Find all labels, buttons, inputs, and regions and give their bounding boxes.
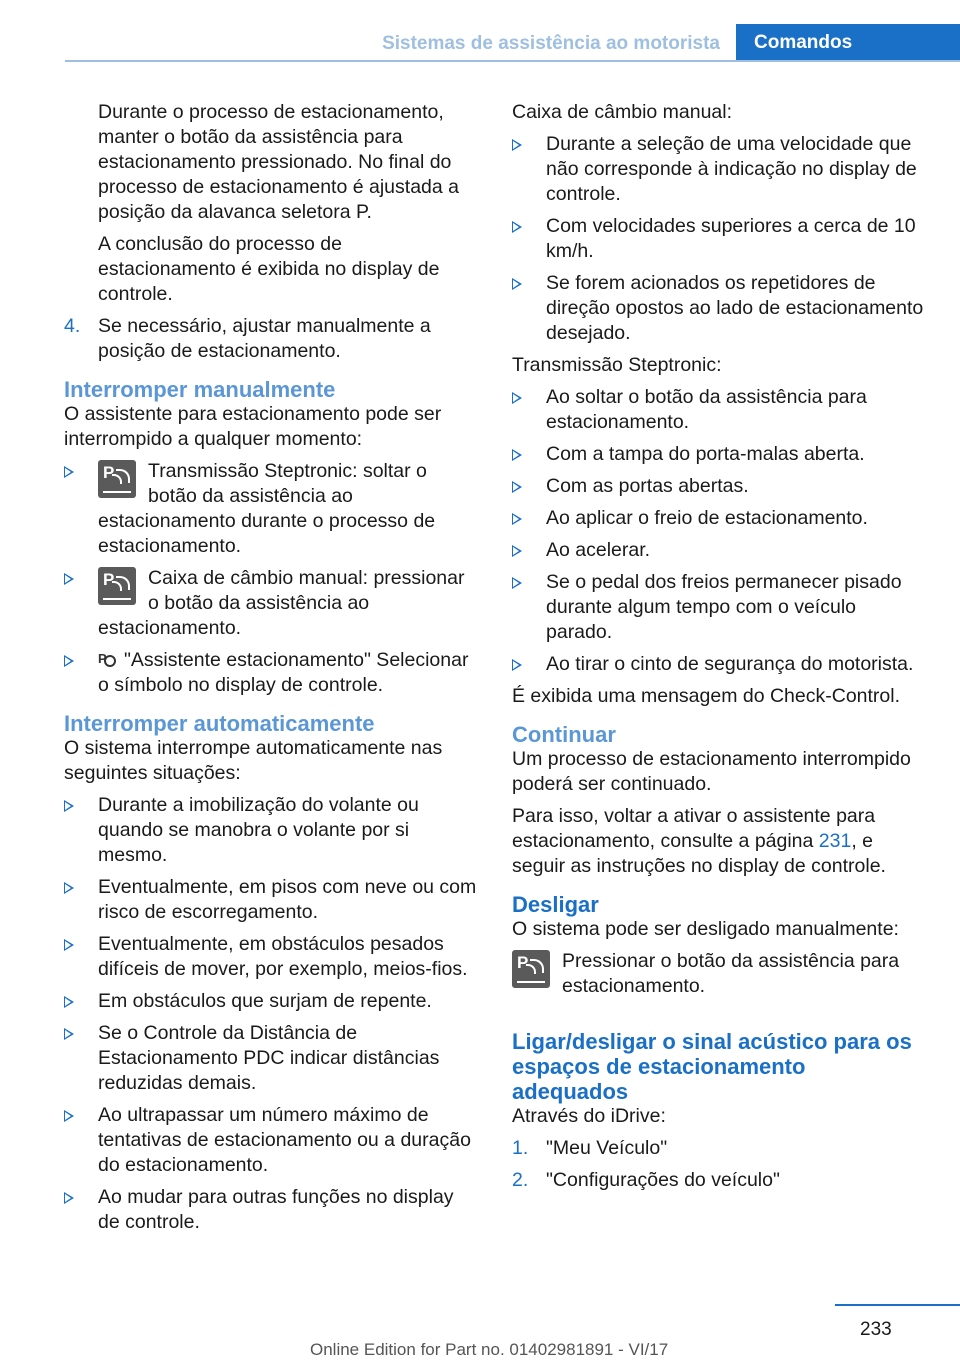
triangle-bullet-icon (64, 996, 74, 1008)
heading-interromper-manualmente: Interromper manualmente (64, 377, 336, 402)
triangle-bullet-icon (64, 1028, 74, 1040)
triangle-bullet-icon (512, 545, 522, 557)
triangle-bullet-icon (512, 481, 522, 493)
triangle-bullet-icon (64, 466, 74, 478)
paragraph: Caixa de câmbio manual: (512, 101, 733, 123)
chapter-tab: Comandos (736, 24, 960, 62)
section-title: Sistemas de assistência ao motorista (382, 33, 720, 54)
list-item-text: Ao mudar para outras funções no display de controle. (98, 1186, 454, 1233)
off-action (512, 949, 926, 999)
list-item-text: Ao aplicar o freio de estacionamento. (546, 507, 868, 529)
paragraph: Transmissão Steptronic: (512, 354, 722, 376)
step-text: "Meu Veículo" (546, 1137, 668, 1159)
step-list (64, 314, 478, 364)
parking-assistant-button-icon: P (512, 950, 550, 988)
list-item-text: Com as portas abertas. (546, 475, 749, 497)
list-item (512, 570, 926, 645)
parking-assistant-symbol-icon: P (98, 649, 118, 669)
paragraph: Através do iDrive: (512, 1105, 666, 1127)
list-item-text: Em obstáculos que surjam de repente. (98, 990, 432, 1012)
triangle-bullet-icon (64, 655, 74, 667)
list-item (64, 1021, 478, 1096)
step-number: 4. (64, 315, 81, 337)
triangle-bullet-icon (64, 939, 74, 951)
triangle-bullet-icon (512, 278, 522, 290)
list-item (64, 1185, 478, 1235)
triangle-bullet-icon (64, 882, 74, 894)
list-item-text: Com velocidades superiores a cerca de 10 km/h. (546, 215, 916, 262)
list-item (512, 442, 926, 467)
heading-interromper-automaticamente: Interromper automaticamente (64, 711, 375, 736)
step-number: 2. (512, 1169, 529, 1191)
step-number: 1. (512, 1137, 529, 1159)
heading-desligar: Desligar (512, 892, 599, 917)
manual-interrupt-list (64, 459, 478, 698)
list-item (512, 538, 926, 563)
steptronic-list (512, 385, 926, 677)
list-item (512, 1168, 926, 1193)
paragraph: Durante o processo de estacionamento, manter o botão da assistência para estacionamento pressionado. No final do processo de estacionamento é ajustada a posição da alavanca seletora P. (98, 101, 459, 223)
list-item-text: Se o Controle da Distância de Estacionamento PDC indicar distâncias reduzidas demais. (98, 1022, 440, 1094)
paragraph: É exibida uma mensagem do Check-Control. (512, 685, 901, 707)
list-item-text: Ao soltar o botão da assistência para estacionamento. (546, 386, 867, 433)
list-item-text: Durante a imobilização do volante ou quando se manobra o volante por si mesmo. (98, 794, 419, 866)
parking-assistant-button-icon: P (98, 567, 136, 605)
list-item-text: Transmissão Steptronic: soltar o botão da assistência ao estacionamento durante o processo de estacionamento. (98, 460, 436, 557)
page-header (0, 0, 960, 62)
paragraph-text: Para isso, voltar a ativar o assistente para estacionamento, consulte a página (512, 805, 876, 852)
list-item (512, 506, 926, 531)
paragraph: Um processo de estacionamento interrompido poderá ser continuado. (512, 748, 911, 795)
triangle-bullet-icon (64, 800, 74, 812)
auto-interrupt-list (64, 793, 478, 1235)
step-text: "Configurações do veículo" (546, 1169, 780, 1191)
paragraph-text: , e seguir as instruções no display de controle. (512, 830, 886, 877)
off-action-text: Pressionar o botão da assistência para estacionamento. (562, 950, 900, 997)
triangle-bullet-icon (512, 577, 522, 589)
triangle-bullet-icon (512, 221, 522, 233)
list-item (64, 1103, 478, 1178)
list-item-text: Durante a seleção de uma velocidade que não corresponde à indicação no display de controle. (546, 133, 917, 205)
idrive-step-list (512, 1136, 926, 1193)
heading-continuar: Continuar (512, 722, 616, 747)
page-number: 233 (860, 1319, 892, 1340)
paragraph: O assistente para estacionamento pode ser interrompido a qualquer momento: (64, 403, 442, 450)
list-item (64, 932, 478, 982)
list-item-text: "Assistente estacionamento" Selecionar o símbolo no display de controle. (98, 649, 469, 696)
list-item-text: Ao acelerar. (546, 539, 651, 561)
triangle-bullet-icon (64, 1110, 74, 1122)
list-item-text: Ao ultrapassar um número máximo de tentativas de estacionamento ou a duração do estacionamento. (98, 1104, 471, 1176)
list-item (512, 652, 926, 677)
list-item (64, 875, 478, 925)
paragraph: A conclusão do processo de estacionamento é exibida no display de controle. (98, 233, 440, 305)
list-item-text: Caixa de câmbio manual: pressionar o botão da assistência ao estacionamento. (98, 567, 465, 639)
footer-rule (835, 1304, 960, 1306)
left-column (64, 100, 478, 1242)
header-rule (65, 60, 960, 62)
list-item (512, 474, 926, 499)
list-item (512, 1136, 926, 1161)
list-item (64, 459, 478, 559)
right-column (512, 100, 926, 1200)
paragraph (512, 804, 926, 879)
triangle-bullet-icon (512, 513, 522, 525)
triangle-bullet-icon (512, 392, 522, 404)
paragraph: O sistema pode ser desligado manualmente: (512, 918, 899, 940)
list-item-text: Se o pedal dos freios permanecer pisado durante algum tempo com o veículo parado. (546, 571, 902, 643)
manual-gearbox-list (512, 132, 926, 346)
list-item-text: Se forem acionados os repetidores de direção opostos ao lado de estacionamento desejado. (546, 272, 924, 344)
triangle-bullet-icon (64, 573, 74, 585)
step-text: Se necessário, ajustar manualmente a posição de estacionamento. (98, 315, 431, 362)
triangle-bullet-icon (512, 139, 522, 151)
paragraph: O sistema interrompe automaticamente nas seguintes situações: (64, 737, 443, 784)
list-item-text: Ao tirar o cinto de segurança do motorista. (546, 653, 914, 675)
triangle-bullet-icon (512, 449, 522, 461)
list-item (512, 214, 926, 264)
list-item-text: Com a tampa do porta-malas aberta. (546, 443, 865, 465)
page-reference-link[interactable]: 231 (818, 830, 852, 852)
parking-assistant-button-icon: P (98, 460, 136, 498)
list-item (512, 132, 926, 207)
list-item-text: Eventualmente, em obstáculos pesados difíceis de mover, por exemplo, meios-fios. (98, 933, 468, 980)
list-item (64, 566, 478, 641)
heading-sinal-acustico: Ligar/desligar o sinal acústico para os espaços de estacionamento adequados (512, 1029, 912, 1104)
list-item (64, 648, 478, 698)
triangle-bullet-icon (64, 1192, 74, 1204)
list-item (512, 271, 926, 346)
list-item (512, 385, 926, 435)
edition-note: Online Edition for Part no. 01402981891 - VI/17 (310, 1340, 669, 1359)
list-item (64, 793, 478, 868)
list-item (64, 314, 478, 364)
list-item (64, 989, 478, 1014)
list-item-text: Eventualmente, em pisos com neve ou com risco de escorregamento. (98, 876, 477, 923)
triangle-bullet-icon (512, 659, 522, 671)
